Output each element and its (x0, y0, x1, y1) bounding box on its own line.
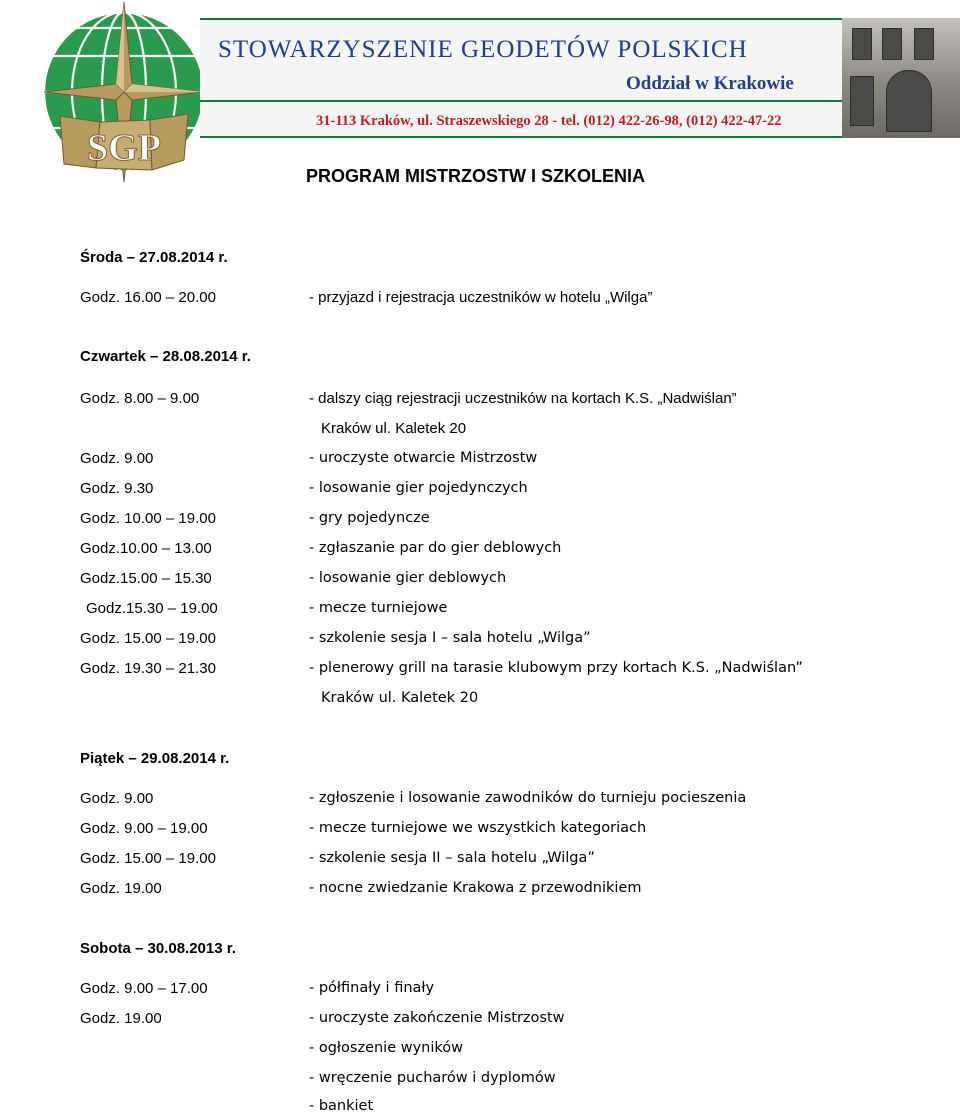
schedule-desc: - losowanie gier pojedynczych (309, 480, 528, 496)
banner-rule (200, 136, 842, 138)
schedule-time: Godz.15.30 – 19.00 (86, 600, 218, 617)
schedule-desc: - wręczenie pucharów i dyplomów (309, 1070, 556, 1086)
day-heading: Środa – 27.08.2014 r. (80, 249, 228, 266)
schedule-time: Godz. 9.30 (80, 480, 154, 497)
schedule-time: Godz. 9.00 – 19.00 (80, 820, 208, 837)
schedule-desc: - plenerowy grill na tarasie klubowym przy kortach K.S. „Nadwiślan” (309, 660, 803, 676)
schedule-desc: - szkolenie sesja II – sala hotelu „Wilga” (309, 850, 595, 866)
schedule-time: Godz. 19.30 – 21.30 (80, 660, 216, 677)
schedule-time: Godz. 15.00 – 19.00 (80, 630, 216, 647)
schedule-desc: - gry pojedyncze (309, 510, 430, 526)
day-heading: Czwartek – 28.08.2014 r. (80, 348, 251, 365)
schedule-time: Godz. 9.00 – 17.00 (80, 980, 208, 997)
organization-name: STOWARZYSZENIE GEODETÓW POLSKICH (218, 36, 748, 63)
schedule-desc: - dalszy ciąg rejestracji uczestników na kortach K.S. „Nadwiślan” (309, 390, 737, 407)
schedule-time: Godz. 19.00 (80, 880, 162, 897)
branch-name: Oddział w Krakowie (626, 73, 794, 94)
schedule-desc: - zgłoszenie i losowanie zawodników do turnieju pocieszenia (309, 790, 747, 806)
day-heading: Sobota – 30.08.2013 r. (80, 940, 236, 957)
schedule-time: Godz. 10.00 – 19.00 (80, 510, 216, 527)
schedule-desc: - bankiet (309, 1098, 374, 1114)
schedule-time: Godz. 9.00 (80, 450, 154, 467)
schedule-desc: - półfinały i finały (309, 980, 435, 996)
sgp-logo (44, 0, 204, 196)
schedule-time: Godz. 19.00 (80, 1010, 162, 1027)
schedule-time: Godz.10.00 – 13.00 (80, 540, 212, 557)
schedule-time: Godz.15.00 – 15.30 (80, 570, 212, 587)
schedule-time: Godz. 15.00 – 19.00 (80, 850, 216, 867)
schedule-time: Godz. 16.00 – 20.00 (80, 289, 216, 306)
schedule-desc: - nocne zwiedzanie Krakowa z przewodnikiem (309, 880, 642, 896)
schedule-desc: - ogłoszenie wyników (309, 1040, 464, 1056)
schedule-desc: - mecze turniejowe we wszystkich kategoriach (309, 820, 647, 836)
schedule-desc: - losowanie gier deblowych (309, 570, 507, 586)
schedule-desc: - uroczyste otwarcie Mistrzostw (309, 450, 538, 466)
schedule-desc: - zgłaszanie par do gier deblowych (309, 540, 562, 556)
schedule-desc: - uroczyste zakończenie Mistrzostw (309, 1010, 565, 1026)
day-heading: Piątek – 29.08.2014 r. (80, 750, 230, 767)
schedule-desc: - szkolenie sesja I – sala hotelu „Wilga” (309, 630, 591, 646)
schedule-desc: - przyjazd i rejestracja uczestników w hotelu „Wilga” (309, 289, 653, 306)
building-photo (842, 18, 960, 138)
banner-rule (200, 18, 842, 20)
schedule-desc: - mecze turniejowe (309, 600, 448, 616)
address-line: 31-113 Kraków, ul. Straszewskiego 28 - tel. (012) 422-26-98, (012) 422-47-22 (316, 113, 782, 129)
schedule-desc-cont: Kraków ul. Kaletek 20 (321, 420, 467, 437)
schedule-time: Godz. 9.00 (80, 790, 154, 807)
schedule-time: Godz. 8.00 – 9.00 (80, 390, 200, 407)
page-title: PROGRAM MISTRZOSTW I SZKOLENIA (306, 166, 645, 186)
banner-rule (200, 100, 842, 102)
logo-text: SGP (87, 127, 161, 169)
schedule-desc-cont: Kraków ul. Kaletek 20 (321, 690, 479, 706)
